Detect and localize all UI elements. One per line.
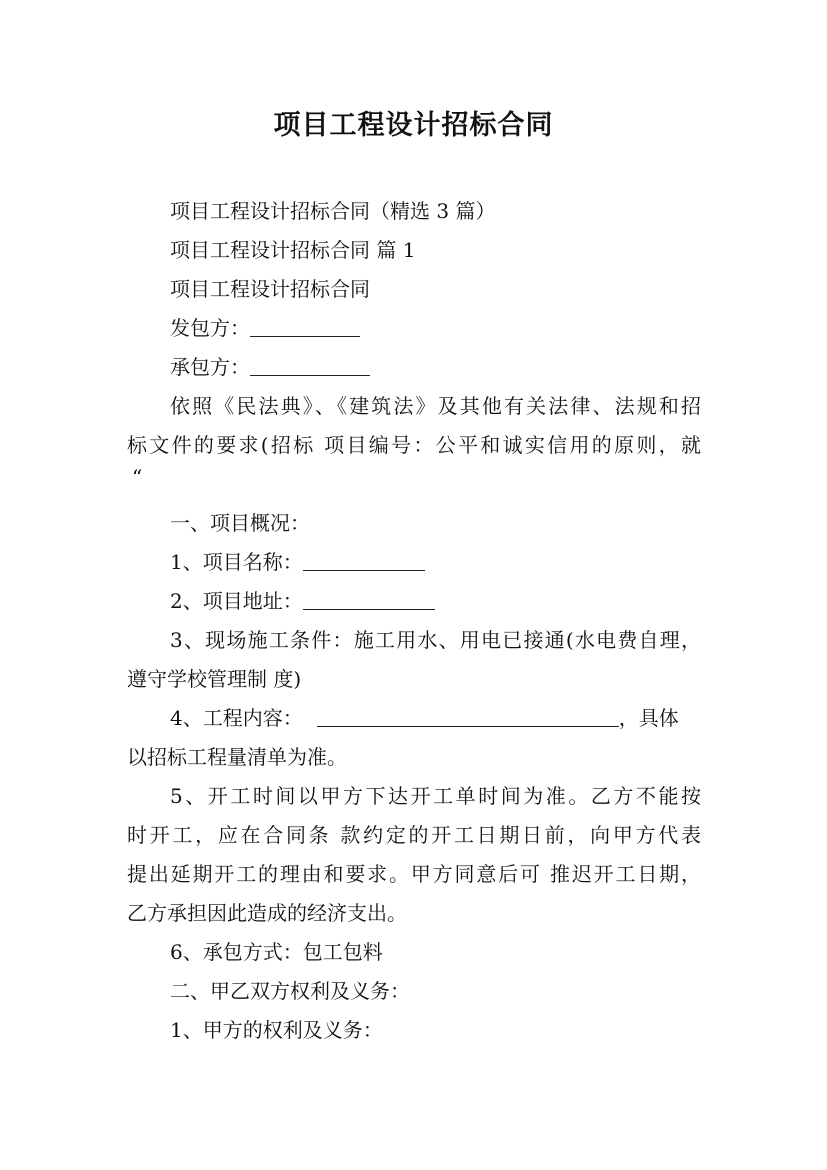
subsection-heading: 1、甲方的权利及义务： bbox=[170, 1018, 383, 1042]
project-address-field bbox=[170, 582, 750, 621]
work-content-field bbox=[170, 699, 750, 738]
chapter-heading: 项目工程设计招标合同 篇 1 bbox=[170, 238, 416, 262]
contractor-label: 承包方： bbox=[170, 355, 250, 379]
employer-blank bbox=[250, 314, 360, 337]
paragraph-line: 乙方承担因此造成的经济支出。 bbox=[127, 901, 407, 925]
project-name-field bbox=[170, 543, 750, 582]
quote-mark: “ bbox=[132, 465, 143, 489]
project-address-blank bbox=[303, 587, 435, 610]
project-name-label: 1、项目名称： bbox=[170, 550, 303, 574]
section-heading: 一、项目概况： bbox=[170, 511, 310, 535]
paragraph-line: 标文件的要求(招标 项目编号：公平和诚实信用的原则，就 bbox=[127, 433, 701, 457]
contractor-field bbox=[170, 348, 750, 387]
project-name-blank bbox=[303, 548, 425, 571]
paragraph-line: 6、承包方式：包工包料 bbox=[170, 940, 383, 964]
document-title: 项目工程设计招标合同 bbox=[273, 110, 554, 141]
paragraph-line: 遵守学校管理制 度) bbox=[127, 667, 302, 691]
paragraph-line: 提出延期开工的理由和要求。甲方同意后可 推迟开工日期， bbox=[127, 862, 701, 886]
project-address-label: 2、项目地址： bbox=[170, 589, 303, 613]
contractor-blank bbox=[250, 353, 370, 376]
work-content-label: 4、工程内容： bbox=[170, 706, 303, 730]
work-content-suffix: ，具体 bbox=[618, 706, 679, 730]
employer-field bbox=[170, 309, 750, 348]
paragraph-line: 依照《民法典》、《建筑法》及其他有关法律、法规和招 bbox=[170, 394, 701, 418]
paragraph-line: 5、开工时间以甲方下达开工单时间为准。乙方不能按 bbox=[170, 784, 701, 808]
paragraph-line: 3、现场施工条件：施工用水、用电已接通(水电费自理， bbox=[170, 628, 701, 652]
work-content-blank bbox=[317, 704, 619, 727]
paragraph-line: 以招标工程量清单为准。 bbox=[127, 745, 347, 769]
section-heading: 二、甲乙双方权利及义务： bbox=[170, 979, 410, 1003]
employer-label: 发包方： bbox=[170, 316, 250, 340]
subtitle-line: 项目工程设计招标合同（精选 3 篇） bbox=[170, 199, 496, 223]
paragraph-line: 时开工，应在合同条 款约定的开工日期日前，向甲方代表 bbox=[127, 823, 701, 847]
contract-name-line: 项目工程设计招标合同 bbox=[170, 277, 370, 301]
